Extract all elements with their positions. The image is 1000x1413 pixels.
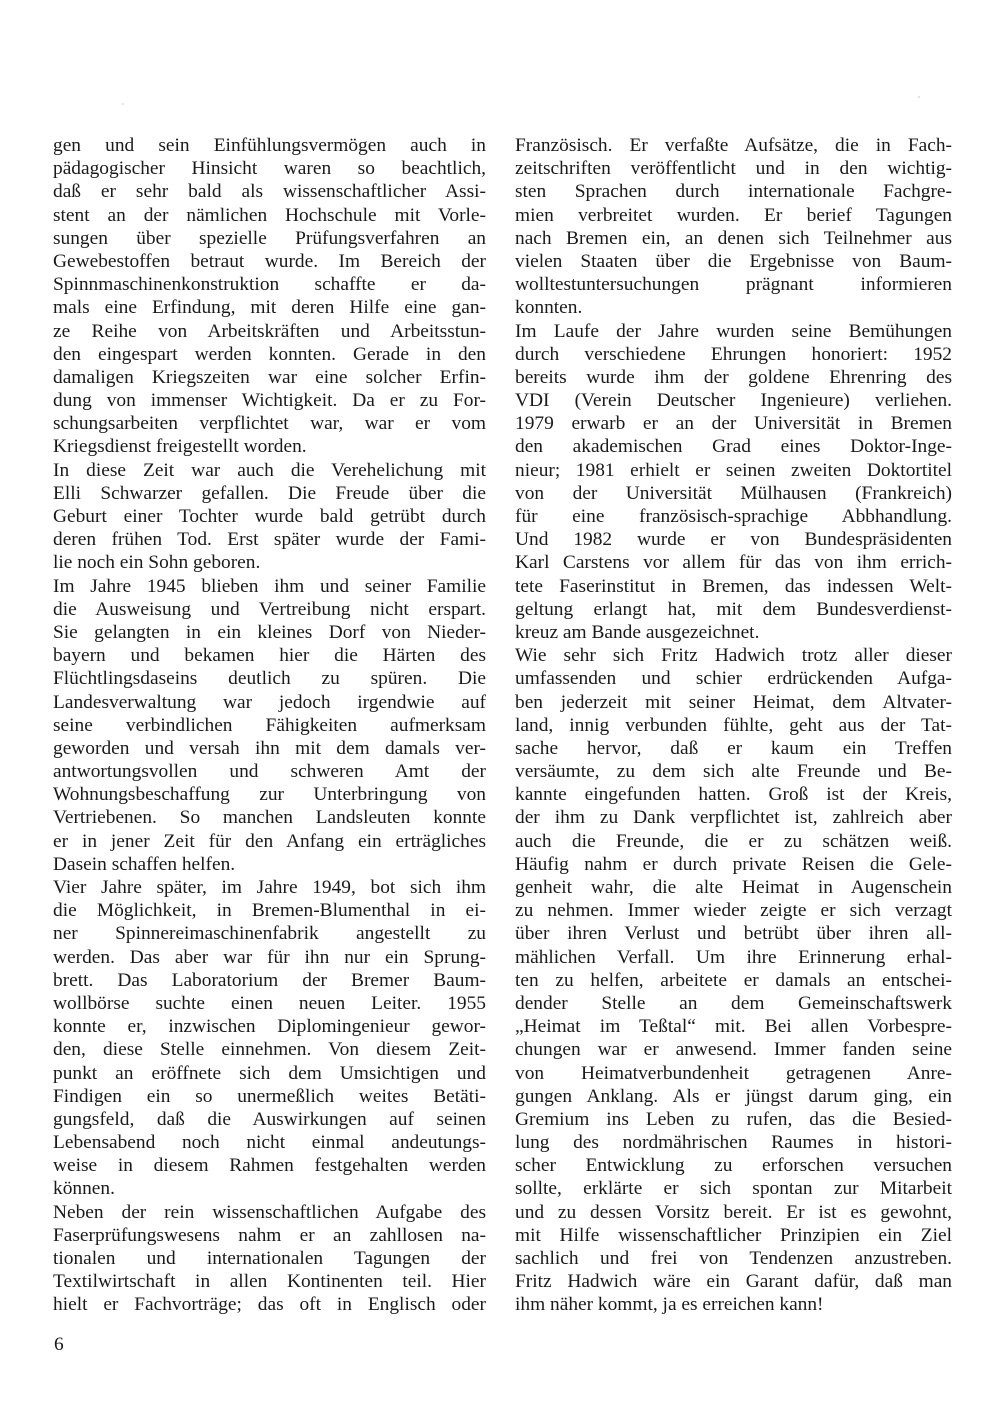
text-line: 1979 erwarb er an der Universität in Bremen [515, 413, 952, 435]
left-text-column [53, 134, 486, 1317]
text-line: von der Universität Mülhausen (Frankreich) [515, 482, 952, 504]
text-line: Im Jahre 1945 blieben ihm und seiner Familie [53, 575, 486, 597]
text-line: sachlich und frei von Tendenzen anzustreben. [515, 1248, 952, 1269]
text-line: mählichen Verfall. Um ihre Erinnerung erhal- [515, 946, 952, 968]
text-line: daß er sehr bald als wissenschaftlicher Assi- [53, 181, 486, 203]
text-line: sollte, erklärte er sich spontan zur Mitarbeit [515, 1178, 952, 1200]
text-line: Sie gelangten in ein kleines Dorf von Nieder- [53, 621, 486, 643]
scan-speck [918, 96, 920, 98]
text-line: und zu dessen Vorsitz bereit. Er ist es gewohnt, [515, 1201, 952, 1223]
text-line: wolltestuntersuchungen prägnant informieren [515, 274, 952, 296]
text-line: lung des nordmährischen Raumes in histori- [515, 1132, 952, 1154]
scan-speck [122, 103, 124, 105]
text-line: gungen Anklang. Als er jüngst darum ging, ein [515, 1085, 952, 1107]
text-line: damaligen Kriegszeiten war eine solcher Erfin- [53, 366, 486, 388]
text-line: Findigen ein so unermeßlich weites Betäti- [53, 1085, 486, 1107]
text-line: schungsarbeiten verpflichtet war, war er vom [53, 413, 486, 435]
text-line: antwortungsvollen und schweren Amt der [53, 761, 486, 783]
text-line: Faserprüfungswesens nahm er an zahllosen na- [53, 1224, 486, 1246]
text-line: lie noch ein Sohn geboren. [53, 552, 261, 574]
text-line: mit Hilfe wissenschaftlicher Prinzipien ein Ziel [515, 1224, 952, 1246]
text-line: Gremium ins Leben zu rufen, das die Besied- [515, 1108, 952, 1130]
text-line: von Heimatverbundenheit getragenen Anre- [515, 1062, 952, 1084]
right-text-column [515, 134, 952, 1317]
text-line: ihm näher kommt, ja es erreichen kann! [515, 1294, 824, 1316]
text-line: tete Faserinstitut in Bremen, das indessen Welt- [515, 575, 952, 597]
text-line: konnte er, inzwischen Diplomingenieur gewor- [53, 1016, 486, 1038]
text-line: sungen über spezielle Prüfungsverfahren an [53, 227, 486, 249]
text-line: Kriegsdienst freigestellt worden. [53, 436, 307, 458]
text-line: Gewebestoffen betraut wurde. Im Bereich der [53, 250, 486, 272]
text-line: dender Stelle an dem Gemeinschaftswerk [515, 992, 952, 1014]
text-line: weise in diesem Rahmen festgehalten werden [53, 1155, 486, 1177]
text-line: durch verschiedene Ehrungen honoriert: 1952 [515, 343, 952, 365]
text-line: Textilwirtschaft in allen Kontinenten teil. Hier [53, 1271, 486, 1293]
text-line: Landesverwaltung war jedoch irgendwie auf [53, 691, 486, 713]
text-line: über ihren Verlust und betrübt über ihren all- [515, 923, 952, 945]
text-line: tionalen und internationalen Tagungen der [53, 1248, 486, 1269]
text-line: Neben der rein wissenschaftlichen Aufgabe des [53, 1201, 486, 1223]
text-line: nach Bremen ein, an denen sich Teilnehmer aus [515, 227, 952, 249]
text-line: chungen war er anwesend. Immer fanden seine [515, 1039, 952, 1061]
text-line: gungsfeld, daß die Auswirkungen auf seinen [53, 1108, 486, 1130]
text-line: Vier Jahre später, im Jahre 1949, bot sich ihm [53, 877, 486, 898]
text-line: Lebensabend noch nicht einmal andeutungs- [53, 1132, 486, 1154]
text-line: können. [53, 1178, 115, 1200]
text-line: der ihm zu Dank verpflichtet ist, zahlreich aber [515, 807, 952, 829]
text-line: den, diese Stelle einnehmen. Von diesem Zeit- [53, 1039, 486, 1061]
text-line: brett. Das Laboratorium der Bremer Baum- [53, 969, 486, 991]
page-number: 6 [54, 1334, 64, 1355]
text-line: kreuz am Bande ausgezeichnet. [515, 621, 760, 643]
text-line: werden. Das aber war für ihn nur ein Sprung- [53, 946, 486, 968]
text-line: vielen Staaten über die Ergebnisse von Baum- [515, 250, 952, 272]
text-line: genheit wahr, die alte Heimat in Augenschein [515, 877, 952, 898]
text-line: die Ausweisung und Vertreibung nicht erspart. [53, 598, 486, 620]
text-line: bayern und bekamen hier die Härten des [53, 645, 486, 667]
text-line: geltung erlangt hat, mit dem Bundesverdienst- [515, 598, 952, 620]
text-line: den eingespart werden konnten. Gerade in den [53, 343, 486, 365]
text-line: versäumte, zu dem sich alte Freunde und Be- [515, 761, 952, 783]
text-line: mals eine Erfindung, mit deren Hilfe eine gan- [53, 297, 486, 319]
text-line: „Heimat im Teßtal“ mit. Bei allen Vorbespre- [515, 1016, 952, 1038]
text-line: Französisch. Er verfaßte Aufsätze, die in Fach- [515, 135, 952, 156]
text-line: konnten. [515, 297, 583, 319]
text-line: die Möglichkeit, in Bremen-Blumenthal in ei- [53, 900, 486, 922]
text-line: land, innig verbunden fühlte, geht aus der Tat- [515, 714, 952, 736]
text-line: Dasein schaffen helfen. [53, 853, 236, 875]
text-line: zu nehmen. Immer wieder zeigte er sich verzagt [515, 900, 952, 922]
text-line: Flüchtlingsdaseins deutlich zu spüren. Die [53, 668, 486, 690]
text-line: Geburt einer Tochter wurde bald getrübt durch [53, 506, 486, 527]
text-line: ben jederzeit mit seiner Heimat, dem Altvater- [515, 691, 952, 713]
text-line: den akademischen Grad eines Doktor-Inge- [515, 436, 952, 458]
text-line: Fritz Hadwich wäre ein Garant dafür, daß man [515, 1271, 952, 1293]
text-line: Wohnungsbeschaffung zur Unterbringung von [53, 784, 486, 806]
text-line: mien verbreitet wurden. Er berief Tagungen [515, 204, 952, 226]
text-line: er in jener Zeit für den Anfang ein erträgliches [53, 830, 486, 852]
text-line: Wie sehr sich Fritz Hadwich trotz aller dieser [515, 645, 952, 667]
text-line: Elli Schwarzer gefallen. Die Freude über die [53, 482, 486, 504]
text-line: für eine französisch-sprachige Abbhandlung. [515, 506, 952, 527]
text-line: deren frühen Tod. Erst später wurde der Fami- [53, 529, 486, 551]
text-line: umfassenden und schier erdrückenden Aufga- [515, 668, 952, 690]
text-line: kannte eingefunden hatten. Groß ist der Kreis, [515, 784, 952, 806]
text-line: punkt an eröffnete sich dem Umsichtigen und [53, 1062, 486, 1084]
text-line: bereits wurde ihm der goldene Ehrenring des [515, 366, 952, 388]
text-line: ten zu helfen, arbeitete er damals an entschei- [515, 969, 952, 991]
text-line: sache hervor, daß er kaum ein Treffen [515, 737, 952, 759]
text-line: Im Laufe der Jahre wurden seine Bemühungen [515, 320, 952, 342]
text-line: auch die Freunde, die er zu schätzen weiß. [515, 830, 952, 852]
text-line: VDI (Verein Deutscher Ingenieure) verliehen. [515, 390, 952, 412]
text-line: pädagogischer Hinsicht waren so beachtlich, [53, 158, 486, 180]
text-line: Vertriebenen. So manchen Landsleuten konnte [53, 807, 486, 829]
text-line: geworden und versah ihn mit dem damals ver- [53, 737, 486, 759]
text-line: scher Entwicklung zu erforschen versuchen [515, 1155, 952, 1177]
text-line: ner Spinnereimaschinenfabrik angestellt zu [53, 923, 486, 945]
text-line: dung von immenser Wichtigkeit. Da er zu For- [53, 390, 486, 412]
text-line: hielt er Fachvorträge; das oft in Englisch oder [53, 1294, 486, 1316]
text-line: nieur; 1981 erhielt er seinen zweiten Doktortitel [515, 459, 952, 481]
text-line: Karl Carstens vor allem für das von ihm errich- [515, 552, 952, 574]
text-line: seine verbindlichen Fähigkeiten aufmerksam [53, 714, 486, 736]
text-line: Häufig nahm er durch private Reisen die Gele- [515, 853, 952, 875]
text-line: wollbörse suchte einen neuen Leiter. 1955 [53, 992, 486, 1014]
text-line: Spinnmaschinenkonstruktion schaffte er da- [53, 274, 486, 296]
text-line: Und 1982 wurde er von Bundespräsidenten [515, 529, 952, 551]
text-line: In diese Zeit war auch die Verehelichung mit [53, 459, 486, 481]
text-line: stent an der nämlichen Hochschule mit Vorle- [53, 204, 486, 226]
text-line: ze Reihe von Arbeitskräften und Arbeitsstun- [53, 320, 486, 342]
text-line: gen und sein Einfühlungsvermögen auch in [53, 135, 486, 156]
text-line: zeitschriften veröffentlicht und in den wichtig- [515, 158, 952, 180]
text-line: sten Sprachen durch internationale Fachgre- [515, 181, 952, 203]
